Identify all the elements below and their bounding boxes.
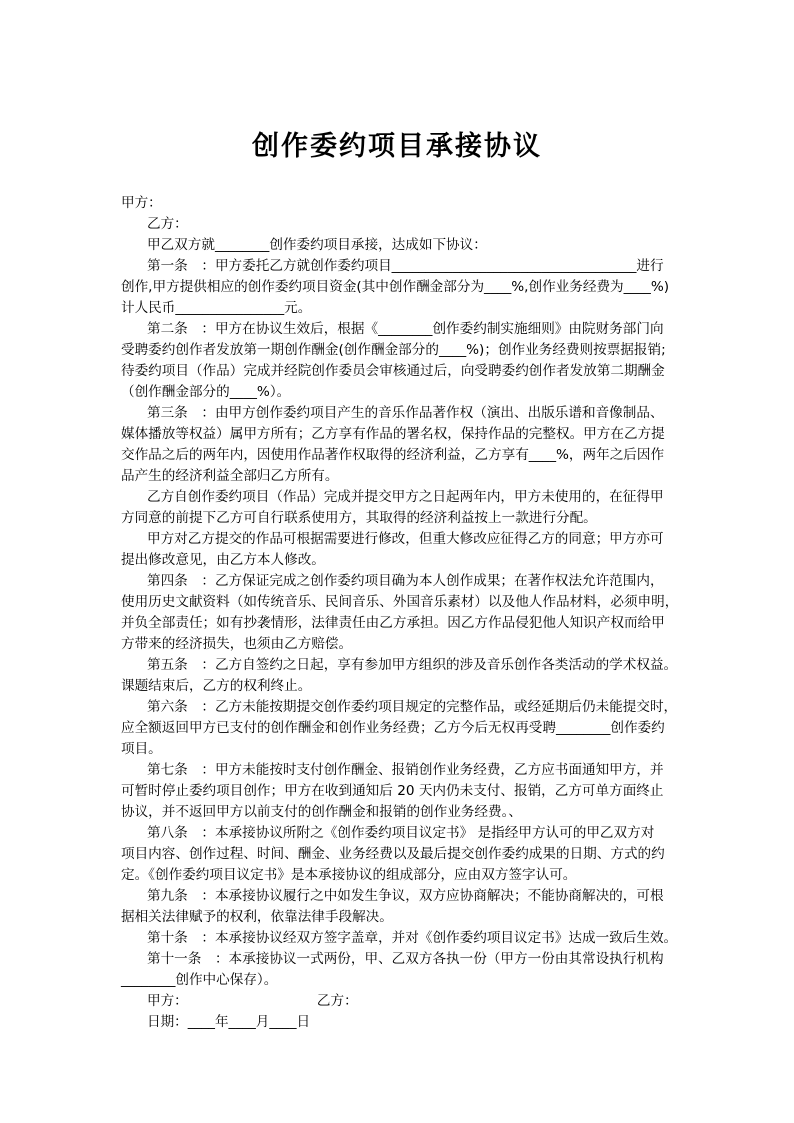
article-6-line-1: 第六条 ：乙方未能按期提交创作委约项目规定的完整作品，或经延期后仍未能提交时， bbox=[147, 699, 678, 715]
article-2-line-1: 第二条 ：甲方在协议生效后，根据《________创作委约制实施细则》由院财务部门向 bbox=[147, 321, 664, 337]
article-4-line-3: 并负全部责任；如有抄袭情形，法律责任由乙方承担。因乙方作品侵犯他人知识产权而给甲 bbox=[121, 615, 665, 631]
article-7-line-2: 可暂时停止委约项目创作；甲方在收到通知后 20 天内仍未支付、报销，乙方可单方面终止 bbox=[121, 783, 664, 799]
article-2-line-2: 受聘委约创作者发放第一期创作酬金(创作酬金部分的____%)；创作业务经费则按票据报销; bbox=[121, 342, 666, 358]
article-8-line-1: 第八条 ：本承接协议所附之《创作委约项目议定书》 是指经甲方认可的甲乙双方对 bbox=[147, 825, 655, 841]
article-3-para-2-line-2: 方同意的前提下乙方可自行联系使用方，其取得的经济利益按上一款进行分配。 bbox=[121, 510, 597, 526]
article-3-line-3: 交作品之后的两年内，因使用作品著作权取得的经济利益，乙方享有____%，两年之后因作 bbox=[121, 447, 665, 463]
article-9-line-1: 第九条 ：本承接协议履行之中如发生争议，双方应协商解决；不能协商解决的，可根 bbox=[147, 888, 664, 904]
article-8-line-2: 项目内容、创作过程、时间、酬金、业务经费以及最后提交创作委约成果的日期、方式的约 bbox=[121, 846, 665, 862]
article-4-line-1: 第四条 ：乙方保证完成之创作委约项目确为本人创作成果；在著作权法允许范围内， bbox=[147, 573, 664, 589]
intro-line: 甲乙双方就________创作委约项目承接，达成如下协议： bbox=[147, 237, 487, 253]
article-6-line-3: 项目。 bbox=[121, 741, 162, 757]
article-3-line-2: 媒体播放等权益）属甲方所有；乙方享有作品的署名权，保持作品的完整权。甲方在乙方提 bbox=[121, 426, 665, 442]
party-b-label: 乙方： bbox=[147, 216, 188, 232]
article-3-para-3-line-2: 提出修改意见，由乙方本人修改。 bbox=[121, 552, 325, 568]
article-3-line-1: 第三条 ：由甲方创作委约项目产生的音乐作品著作权（演出、出版乐谱和音像制品、 bbox=[147, 405, 664, 421]
article-5-line-1: 第五条 ：乙方自签约之日起，享有参加甲方组织的涉及音乐创作各类活动的学术权益。 bbox=[147, 657, 678, 673]
article-8-line-3: 定。《创作委约项目议定书》是本承接协议的组成部分，应由双方签字认可。 bbox=[121, 867, 577, 883]
article-11-line-2: ________创作中心保存）。 bbox=[121, 972, 278, 988]
article-1-line-1: 第一条 ：甲方委托乙方就创作委约项目____________________________________进行 bbox=[147, 258, 664, 274]
party-a-label: 甲方： bbox=[121, 195, 162, 211]
article-6-line-2: 应全额返回甲方已支付的创作酬金和创作业务经费；乙方今后无权再受聘________创作委约 bbox=[121, 720, 665, 736]
article-9-line-2: 据相关法律赋予的权利，依靠法律手段解决。 bbox=[121, 909, 393, 925]
article-4-line-4: 方带来的经济损失，也须由乙方赔偿。 bbox=[121, 636, 353, 652]
article-11-line-1: 第十一条 ：本承接协议一式两份，甲、乙双方各执一份（甲方一份由其常设执行机构 bbox=[147, 951, 664, 967]
signature-line: 甲方： 乙方： bbox=[147, 993, 358, 1009]
date-line: 日期：____年____月____日 bbox=[147, 1014, 311, 1030]
article-3-para-3-line-1: 甲方对乙方提交的作品可根据需要进行修改，但重大修改应征得乙方的同意；甲方亦可 bbox=[147, 531, 664, 547]
article-7-line-1: 第七条 ：甲方未能按时支付创作酬金、报销创作业务经费，乙方应书面通知甲方，并 bbox=[147, 762, 664, 778]
article-2-line-4: （创作酬金部分的____%）。 bbox=[121, 384, 291, 400]
article-10-line-1: 第十条 ：本承接协议经双方签字盖章，并对《创作委约项目议定书》达成一致后生效。 bbox=[147, 930, 678, 946]
article-7-line-3: 协议，并不返回甲方以前支付的创作酬金和报销的创作业务经费。、 bbox=[121, 804, 523, 820]
article-1-line-2: 创作,甲方提供相应的创作委约项目资金(其中创作酬金部分为____%,创作业务经费为____%) bbox=[121, 279, 670, 295]
article-2-line-3: 待委约项目（作品）完成并经院创作委员会审核通过后，向受聘委约创作者发放第二期酬金 bbox=[121, 363, 665, 379]
article-3-para-2-line-1: 乙方自创作委约项目（作品）完成并提交甲方之日起两年内，甲方未使用的，在征得甲 bbox=[147, 489, 664, 505]
article-5-line-2: 课题结束后，乙方的权利终止。 bbox=[121, 678, 312, 694]
document-title: 创作委约项目承接协议 bbox=[252, 131, 542, 162]
article-3-line-4: 品产生的经济利益全部归乙方所有。 bbox=[121, 468, 339, 484]
article-4-line-2: 使用历史文献资料（如传统音乐、民间音乐、外国音乐素材）以及他人作品材料，必须申明， bbox=[121, 594, 679, 610]
article-1-line-3: 计人民币________________元。 bbox=[121, 300, 312, 316]
